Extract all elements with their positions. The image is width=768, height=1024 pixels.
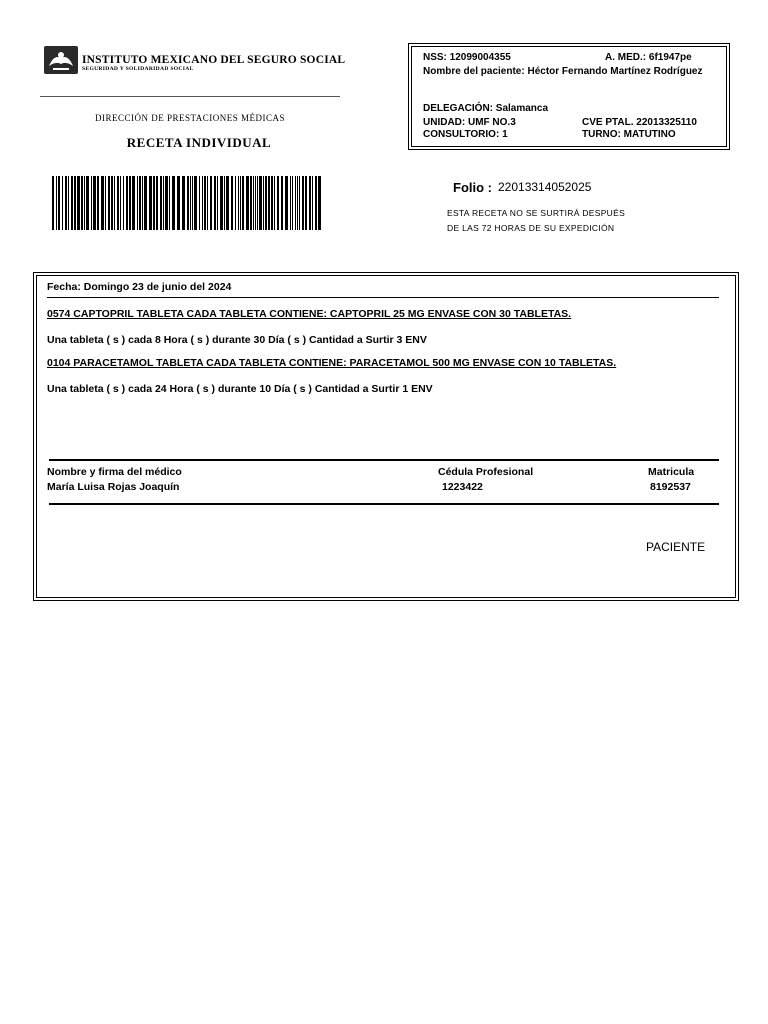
doctor-name: María Luisa Rojas Joaquín xyxy=(47,481,180,493)
patient-info-box xyxy=(408,43,730,150)
institution-subtitle: SEGURIDAD Y SOLIDARIDAD SOCIAL xyxy=(82,66,194,72)
copy-label: PACIENTE xyxy=(646,540,706,554)
signature-top-rule xyxy=(49,459,719,461)
signature-bottom-rule xyxy=(49,503,719,505)
doctor-name-label: Nombre y firma del médico xyxy=(47,466,182,478)
cve-ptal-field: CVE PTAL. 22013325110 xyxy=(582,117,697,128)
delegacion-field: DELEGACIÓN: Salamanca xyxy=(423,103,549,114)
dosage-1: Una tableta ( s ) cada 8 Hora ( s ) durante 30 Día ( s ) Cantidad a Surtir 3 ENV xyxy=(47,334,427,346)
dosage-2: Una tableta ( s ) cada 24 Hora ( s ) durante 10 Día ( s ) Cantidad a Surtir 1 ENV xyxy=(47,383,433,395)
medication-1: 0574 CAPTOPRIL TABLETA CADA TABLETA CONTIENE: CAPTOPRIL 25 MG ENVASE CON 30 TABLETAS. xyxy=(47,308,572,320)
folio-label: Folio : xyxy=(453,180,492,195)
barcode-image xyxy=(52,176,324,235)
imss-eagle-icon xyxy=(44,46,78,74)
consultorio-field: CONSULTORIO: 1 xyxy=(423,129,508,140)
fecha-divider xyxy=(47,297,719,298)
folio-value: 22013314052025 xyxy=(498,180,592,194)
patient-name-field: Nombre del paciente: Héctor Fernando Martínez Rodríguez xyxy=(423,66,703,77)
unidad-field: UNIDAD: UMF NO.3 xyxy=(423,117,516,128)
imss-logo xyxy=(44,46,78,79)
fecha-field: Fecha: Domingo 23 de junio del 2024 xyxy=(47,281,232,293)
nss-field: NSS: 12099004355 xyxy=(423,52,511,63)
matricula-label: Matricula xyxy=(648,466,695,478)
institution-name: INSTITUTO MEXICANO DEL SEGURO SOCIAL xyxy=(82,54,346,66)
prescription-box xyxy=(33,272,739,601)
cedula-label: Cédula Profesional xyxy=(438,466,534,478)
direccion-label: DIRECCIÓN DE PRESTACIONES MÉDICAS xyxy=(94,113,286,123)
cedula-value: 1223422 xyxy=(442,481,483,493)
a-med-field: A. MED.: 6f1947pe xyxy=(605,52,692,63)
matricula-value: 8192537 xyxy=(650,481,691,493)
turno-field: TURNO: MATUTINO xyxy=(582,129,676,140)
medication-2: 0104 PARACETAMOL TABLETA CADA TABLETA CONTIENE: PARACETAMOL 500 MG ENVASE CON 10 TABLETAS. xyxy=(47,357,617,369)
expiry-notice-line1: ESTA RECETA NO SE SURTIRÁ DESPUÉS xyxy=(447,208,626,218)
expiry-notice-line2: DE LAS 72 HORAS DE SU EXPEDICIÓN xyxy=(447,223,615,233)
page-title: RECETA INDIVIDUAL xyxy=(126,135,272,150)
header-divider xyxy=(40,96,340,97)
